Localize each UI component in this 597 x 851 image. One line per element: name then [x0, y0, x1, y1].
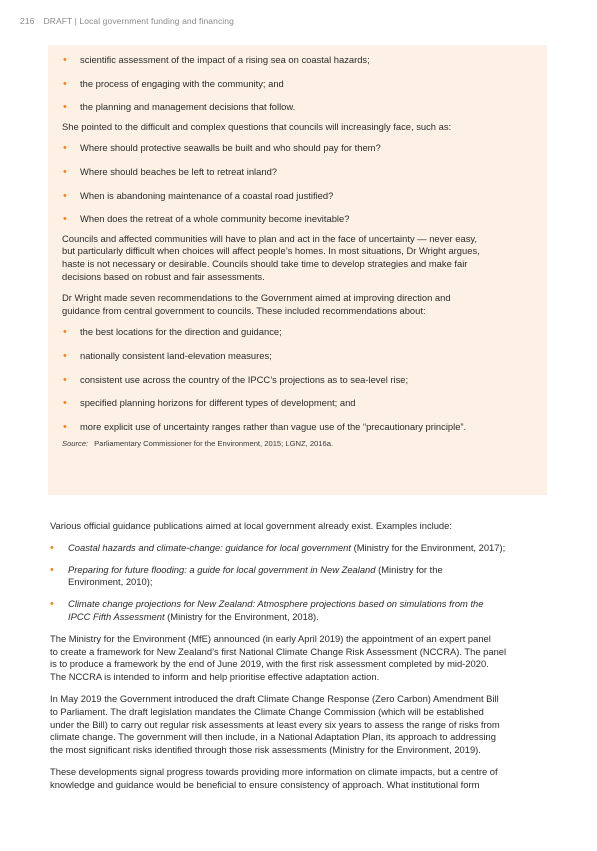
- list-item: • the best locations for the direction and guidance;: [63, 326, 282, 339]
- bullet-icon: •: [63, 189, 67, 202]
- bullet-icon: •: [63, 165, 67, 178]
- list-item: • specified planning horizons for different types of development; and: [63, 397, 356, 410]
- list-item: • the planning and management decisions that follow.: [63, 101, 296, 114]
- list-item: • Where should beaches be left to retreat inland?: [63, 165, 277, 178]
- list-item: • Climate change projections for New Zealand: Atmosphere projections based on simulations from the IPCC Fifth Assessment (Ministry for the Environment, 2018).: [50, 598, 484, 622]
- page-number: 216: [20, 16, 35, 26]
- list-item: • Preparing for future flooding: a guide for local government in New Zealand (Ministry for the Environment, 2010);: [50, 563, 443, 588]
- paragraph: These developments signal progress towards providing more information on climate impacts, but a centre of knowledge and guidance would be beneficial to ensure consistency of approach. What institutional form: [50, 765, 498, 790]
- bullet-icon: •: [63, 54, 67, 66]
- main-body: [50, 520, 550, 792]
- paragraph: The Ministry for the Environment (MfE) announced (in early April 2019) the appointment of an expert panel to create a framework for New Zealand’s first National Climate Change Risk Assessment (NCCRA). The panel is to produce a framework by the end of June 2019, with the first risk assessment completed by mid-2020. The NCCRA is intended to inform and help prioritise effective adaptation action.: [50, 632, 507, 683]
- paragraph: Various official guidance publications aimed at local government already exist. Examples include:: [50, 520, 452, 531]
- assessment-list: [62, 54, 533, 114]
- bullet-icon: •: [63, 349, 67, 362]
- bullet-icon: •: [63, 373, 67, 386]
- list-item: • nationally consistent land-elevation measures;: [63, 349, 272, 362]
- source-label: Source:: [62, 439, 89, 449]
- bullet-icon: •: [63, 420, 67, 433]
- paragraph: In May 2019 the Government introduced the draft Climate Change Response (Zero Carbon) Amendment Bill to Parliament. The draft legislation mandates the Climate Change Commission (which will be established under the Bill) to carry out regular risk assessments at least every six years to assess the range of risks from climate change. The government will then include, in a National Adaptation Plan, its approach to addressing the most significant risks identified through those risk assessments (Ministry for the Environment, 2019).: [50, 692, 500, 756]
- guidance-list: [50, 542, 550, 624]
- list-item: • Where should protective seawalls be built and who should pay for them?: [63, 142, 381, 155]
- paragraph: Dr Wright made seven recommendations to the Government aimed at improving direction and guidance from central government to councils. These included recommendations about:: [62, 292, 451, 316]
- bullet-icon: •: [50, 598, 54, 611]
- case-study-box: [48, 45, 547, 495]
- document-title: DRAFT | Local government funding and financing: [43, 16, 234, 26]
- bullet-icon: •: [50, 563, 54, 576]
- paragraph: Councils and affected communities will have to plan and act in the face of uncertainty — never easy, but particularly difficult when choices will affect people’s homes. In most situations, Dr Wright argues, haste is not necessary or desirable. Councils should take time to develop strategies and make fair decisions based on robust and fair assessments.: [62, 232, 480, 282]
- list-item: • When does the retreat of a whole community become inevitable?: [63, 213, 350, 226]
- bullet-icon: •: [63, 77, 67, 90]
- list-item: • more explicit use of uncertainty ranges rather than vague use of the “precautionary principle”.: [63, 420, 467, 433]
- bullet-icon: •: [50, 541, 54, 554]
- questions-list: [62, 142, 533, 225]
- paragraph: She pointed to the difficult and complex questions that councils will increasingly face, such as:: [62, 120, 452, 132]
- list-item: • the process of engaging with the community; and: [63, 77, 284, 90]
- bullet-icon: •: [63, 142, 67, 155]
- list-item: • consistent use across the country of the IPCC’s projections as to sea-level rise;: [63, 373, 409, 386]
- bullet-icon: •: [63, 397, 67, 410]
- list-item: • Coastal hazards and climate-change: guidance for local government (Ministry for the Environment, 2017);: [50, 541, 506, 554]
- list-item: • scientific assessment of the impact of a rising sea on coastal hazards;: [63, 54, 370, 66]
- list-item: • When is abandoning maintenance of a coastal road justified?: [63, 189, 334, 202]
- source-text: Parliamentary Commissioner for the Environment, 2015; LGNZ, 2016a.: [94, 439, 334, 449]
- bullet-icon: •: [63, 213, 67, 226]
- running-header: [20, 16, 234, 26]
- bullet-icon: •: [63, 326, 67, 339]
- source-note: [62, 438, 533, 449]
- bullet-icon: •: [63, 101, 67, 114]
- recommendations-list: [62, 326, 533, 433]
